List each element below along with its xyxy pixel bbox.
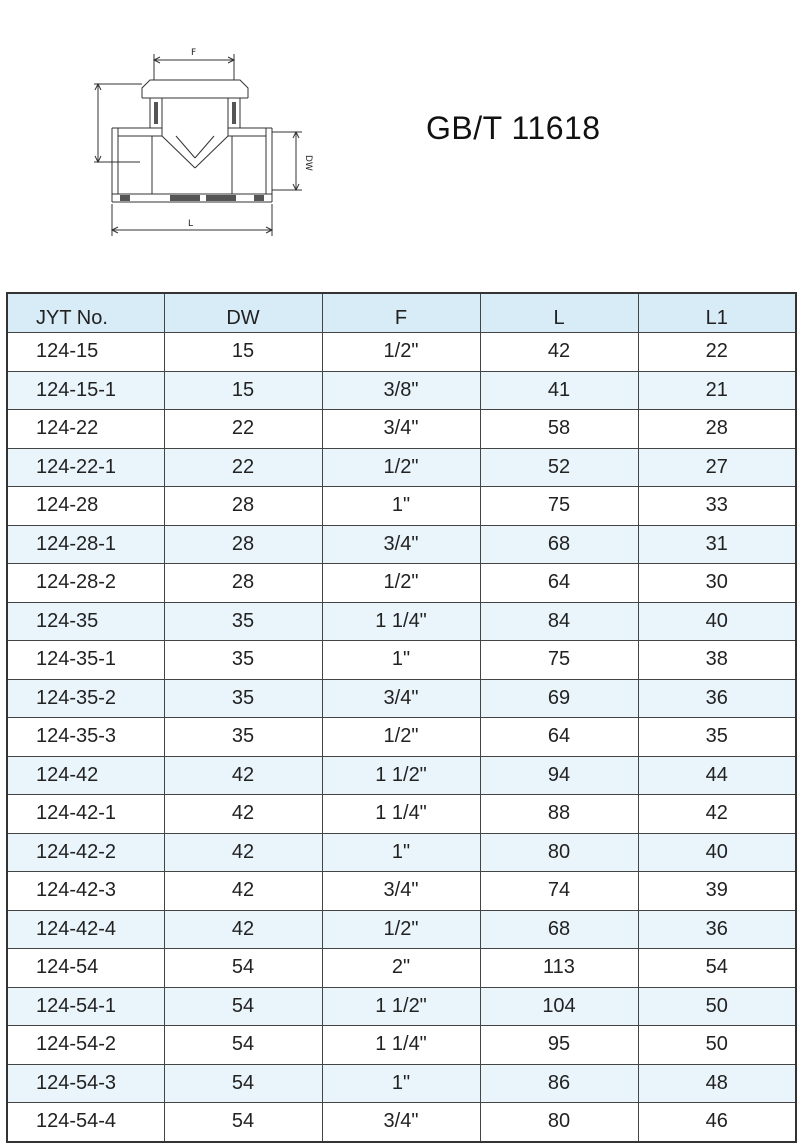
cell-l1: 36 — [638, 679, 796, 718]
cell-jyt-no: 124-15 — [7, 333, 164, 372]
header-dw: DW — [164, 293, 322, 333]
cell-f: 1/2" — [322, 564, 480, 603]
header-l: L — [480, 293, 638, 333]
cell-l: 68 — [480, 525, 638, 564]
cell-l: 75 — [480, 641, 638, 680]
cell-l1: 31 — [638, 525, 796, 564]
table-row — [7, 448, 796, 487]
table-body — [7, 333, 796, 1142]
cell-f: 1" — [322, 487, 480, 526]
cell-dw: 42 — [164, 833, 322, 872]
cell-l1: 21 — [638, 371, 796, 410]
cell-dw: 42 — [164, 872, 322, 911]
cell-dw: 42 — [164, 795, 322, 834]
cell-dw: 15 — [164, 333, 322, 372]
cell-jyt-no: 124-35-3 — [7, 718, 164, 757]
cell-l: 75 — [480, 487, 638, 526]
cell-jyt-no: 124-54-2 — [7, 1026, 164, 1065]
cell-jyt-no: 124-42-2 — [7, 833, 164, 872]
cell-l1: 46 — [638, 1103, 796, 1142]
cell-l1: 40 — [638, 602, 796, 641]
cell-f: 1/2" — [322, 910, 480, 949]
cell-jyt-no: 124-22 — [7, 410, 164, 449]
cell-f: 1" — [322, 833, 480, 872]
table-header-row — [7, 293, 796, 333]
cell-f: 1 1/4" — [322, 602, 480, 641]
cell-f: 3/4" — [322, 525, 480, 564]
cell-f: 3/8" — [322, 371, 480, 410]
cell-dw: 28 — [164, 564, 322, 603]
cell-jyt-no: 124-54 — [7, 949, 164, 988]
table-row — [7, 718, 796, 757]
table-row — [7, 756, 796, 795]
header-l1: L1 — [638, 293, 796, 333]
cell-l1: 35 — [638, 718, 796, 757]
dim-label-f: F — [191, 48, 197, 58]
cell-l: 88 — [480, 795, 638, 834]
cell-l1: 44 — [638, 756, 796, 795]
dim-label-dw: DW — [303, 155, 313, 171]
cell-jyt-no: 124-42-4 — [7, 910, 164, 949]
cell-dw: 54 — [164, 949, 322, 988]
table-row — [7, 564, 796, 603]
cell-dw: 22 — [164, 448, 322, 487]
cell-l1: 50 — [638, 987, 796, 1026]
cell-jyt-no: 124-28-2 — [7, 564, 164, 603]
cell-l: 86 — [480, 1064, 638, 1103]
cell-dw: 42 — [164, 910, 322, 949]
header-f: F — [322, 293, 480, 333]
cell-f: 1 1/2" — [322, 987, 480, 1026]
cell-dw: 54 — [164, 987, 322, 1026]
table-row — [7, 410, 796, 449]
cell-l: 64 — [480, 564, 638, 603]
cell-jyt-no: 124-35 — [7, 602, 164, 641]
header-jyt-no: JYT No. — [7, 293, 164, 333]
cell-l1: 36 — [638, 910, 796, 949]
cell-dw: 35 — [164, 718, 322, 757]
table-row — [7, 949, 796, 988]
cell-l1: 42 — [638, 795, 796, 834]
cell-jyt-no: 124-22-1 — [7, 448, 164, 487]
cell-l1: 48 — [638, 1064, 796, 1103]
cell-l: 41 — [480, 371, 638, 410]
table-row — [7, 1103, 796, 1142]
cell-l1: 54 — [638, 949, 796, 988]
cell-dw: 54 — [164, 1026, 322, 1065]
cell-l: 84 — [480, 602, 638, 641]
table-row — [7, 872, 796, 911]
table-row — [7, 795, 796, 834]
cell-l: 74 — [480, 872, 638, 911]
tee-section-svg — [80, 40, 320, 240]
cell-dw: 54 — [164, 1064, 322, 1103]
table-row — [7, 987, 796, 1026]
cell-dw: 15 — [164, 371, 322, 410]
cell-f: 1" — [322, 641, 480, 680]
cell-f: 1/2" — [322, 718, 480, 757]
cell-dw: 35 — [164, 641, 322, 680]
table-row — [7, 371, 796, 410]
cell-jyt-no: 124-54-3 — [7, 1064, 164, 1103]
cell-f: 1 1/4" — [322, 1026, 480, 1065]
cell-l: 58 — [480, 410, 638, 449]
cell-l: 80 — [480, 833, 638, 872]
cell-f: 1 1/2" — [322, 756, 480, 795]
cell-f: 1/2" — [322, 333, 480, 372]
cell-f: 3/4" — [322, 410, 480, 449]
cell-dw: 22 — [164, 410, 322, 449]
cell-jyt-no: 124-28-1 — [7, 525, 164, 564]
cell-l1: 28 — [638, 410, 796, 449]
table-row — [7, 1064, 796, 1103]
cell-dw: 35 — [164, 602, 322, 641]
cell-jyt-no: 124-42-1 — [7, 795, 164, 834]
cell-f: 1 1/4" — [322, 795, 480, 834]
cell-l1: 38 — [638, 641, 796, 680]
cell-dw: 28 — [164, 487, 322, 526]
table-row — [7, 602, 796, 641]
cell-jyt-no: 124-35-1 — [7, 641, 164, 680]
table-row — [7, 833, 796, 872]
cell-l1: 39 — [638, 872, 796, 911]
cell-l: 104 — [480, 987, 638, 1026]
table-row — [7, 641, 796, 680]
table-row — [7, 1026, 796, 1065]
cell-l1: 22 — [638, 333, 796, 372]
cell-jyt-no: 124-54-1 — [7, 987, 164, 1026]
cell-l1: 27 — [638, 448, 796, 487]
cell-l1: 50 — [638, 1026, 796, 1065]
cell-l1: 40 — [638, 833, 796, 872]
cell-l: 42 — [480, 333, 638, 372]
cell-dw: 42 — [164, 756, 322, 795]
dim-label-l: L — [188, 219, 194, 229]
standard-title: GB/T 11618 — [426, 110, 601, 146]
cell-f: 1/2" — [322, 448, 480, 487]
table-row — [7, 910, 796, 949]
cell-l: 113 — [480, 949, 638, 988]
cell-l: 68 — [480, 910, 638, 949]
cell-f: 1" — [322, 1064, 480, 1103]
cell-l: 94 — [480, 756, 638, 795]
cell-jyt-no: 124-15-1 — [7, 371, 164, 410]
cell-jyt-no: 124-28 — [7, 487, 164, 526]
cell-jyt-no: 124-35-2 — [7, 679, 164, 718]
table-row — [7, 487, 796, 526]
cell-l1: 33 — [638, 487, 796, 526]
cell-dw: 35 — [164, 679, 322, 718]
cell-l: 52 — [480, 448, 638, 487]
cell-l: 69 — [480, 679, 638, 718]
table-row — [7, 525, 796, 564]
cell-f: 3/4" — [322, 679, 480, 718]
dimension-table — [6, 292, 797, 1143]
cell-l: 95 — [480, 1026, 638, 1065]
cell-f: 3/4" — [322, 872, 480, 911]
cell-jyt-no: 124-54-4 — [7, 1103, 164, 1142]
cell-dw: 28 — [164, 525, 322, 564]
cell-f: 2" — [322, 949, 480, 988]
cell-dw: 54 — [164, 1103, 322, 1142]
cell-f: 3/4" — [322, 1103, 480, 1142]
cell-jyt-no: 124-42-3 — [7, 872, 164, 911]
table-row — [7, 679, 796, 718]
tee-fitting-drawing — [80, 40, 320, 240]
cell-jyt-no: 124-42 — [7, 756, 164, 795]
cell-l: 80 — [480, 1103, 638, 1142]
table-row — [7, 333, 796, 372]
cell-l1: 30 — [638, 564, 796, 603]
cell-l: 64 — [480, 718, 638, 757]
